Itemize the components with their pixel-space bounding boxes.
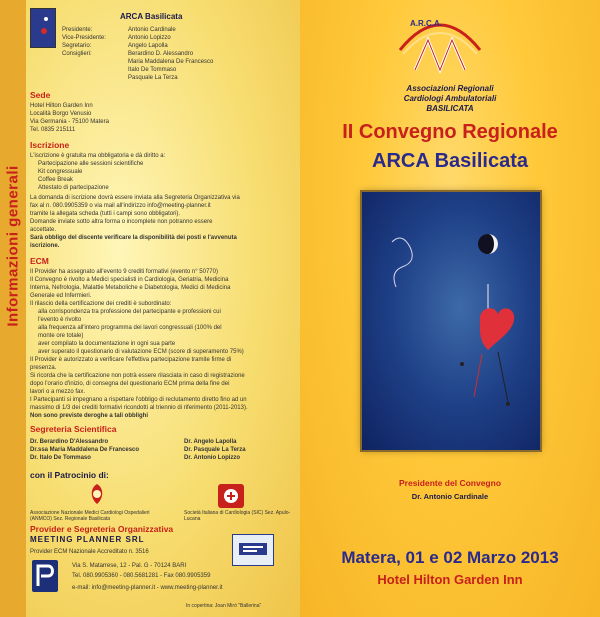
committee-name-2: Angelo Lapolla [128, 43, 168, 49]
event-title: II Convegno Regionale [342, 121, 558, 143]
iscrizione-text-2: tramite la allegata scheda (tutti i campi sono obbligatori). [30, 211, 181, 217]
provider-heading: Provider e Segreteria Organizzativa [30, 524, 174, 534]
segreteria-heading: Segreteria Scientifica [30, 424, 117, 434]
president-label: Presidente del Convegno [398, 478, 502, 488]
sede-line-3: Tel. 0835 215111 [30, 127, 76, 133]
sic-logo-icon [218, 484, 244, 508]
sede-line-2: Via Germania - 75100 Matera [30, 119, 109, 125]
iscrizione-bullet-0: Partecipazione alle sessioni scientifiche [38, 161, 144, 167]
president-name: Dr. Antonio Cardinale [411, 492, 489, 501]
sede-line-1: Località Borgo Venusio [30, 111, 92, 117]
ecm-text-3: Generale ed Infermieri. [30, 293, 92, 299]
committee-role-2: Segretario: [62, 43, 92, 49]
side-title: Informazioni generali [4, 165, 22, 327]
committee-title: ARCA Basilicata [120, 12, 183, 21]
iscrizione-text-0: La domanda di iscrizione dovrà essere inviata alla Segreteria Organizzativa via [30, 195, 240, 201]
iscrizione-heading: Iscrizione [30, 140, 70, 150]
meeting-planner-logo-icon [32, 560, 58, 592]
committee-name-4: Maria Maddalena De Francesco [128, 59, 214, 65]
assoc-line-1: Associazioni Regionali [406, 84, 494, 93]
iscrizione-bullet-3: Attestato di partecipazione [38, 185, 109, 191]
segreteria-right-0: Dr. Angelo Lapolla [184, 439, 237, 445]
segreteria-right-2: Dr. Antonio Lopizzo [184, 455, 241, 461]
provider-email: e-mail: info@meeting-planner.it - www.meeting-planner.it [72, 585, 223, 591]
ecm-text-0: Il Provider ha assegnato all'evento 9 crediti formativi (evento n° 50770) [30, 269, 218, 275]
iscrizione-intro: L'iscrizione è gratuita ma obbligatoria e dà diritto a: [30, 153, 166, 159]
ecm-text2-2: Si ricorda che la certificazione non potrà essere rilasciata in caso di registrazione [30, 373, 245, 379]
ecm-bullet-2: alla frequenza all'intero programma dei lavori congressuali (100% del [38, 325, 222, 331]
sede-line-0: Hotel Hilton Garden Inn [30, 103, 93, 109]
provider-name: MEETING PLANNER SRL [30, 535, 145, 544]
committee-name-1: Antonio Lopizzo [128, 35, 171, 41]
ecm-text2-7: Non sono previste deroghe a tali obblighi [30, 413, 149, 419]
event-date: Matera, 01 e 02 Marzo 2013 [341, 548, 559, 567]
committee-name-5: Italo De Tommaso [128, 67, 177, 73]
iscrizione-text-3: Domande inviate sotto altra forma o incomplete non potranno essere [30, 219, 213, 225]
ecm-bullet-1: l'evento è rivolto [38, 317, 82, 323]
provider-address: Via S. Matarrese, 12 - Pal. G - 70124 BARI [72, 563, 187, 569]
ecm-bullet-4: aver compilato la documentazione in ogni sua parte [38, 341, 176, 347]
ecm-text2-1: presenza. [30, 365, 57, 371]
segreteria-left-0: Dr. Berardino D'Alessandro [30, 439, 109, 445]
ecm-heading: ECM [30, 256, 49, 266]
segreteria-right-1: Dr. Pasquale La Terza [184, 447, 246, 453]
committee-role-1: Vice-Presidente: [62, 35, 106, 41]
ecm-text2-6: massimo di 1/3 dei crediti formativi ricondotti al triennio di riferimento (2011-2013). [30, 405, 248, 411]
patrocinio-heading: con il Patrocinio di: [30, 470, 109, 480]
committee-name-6: Pasquale La Terza [128, 75, 178, 81]
iscrizione-bold-1: iscrizione. [30, 243, 60, 249]
iscrizione-bullet-2: Coffee Break [38, 177, 73, 183]
ecm-text2-0: Il Provider è autorizzato a verificare l'effettiva partecipazione tramite firme di [30, 357, 232, 363]
ecm-bullet-5: aver superato il questionario di valutazione ECM (score di superamento 75%) [38, 349, 244, 355]
committee-role-3: Consiglieri: [62, 51, 92, 57]
ecm-bullet-3: monte ore totale) [38, 333, 84, 339]
iscrizione-bold-0: Sarà obbligo del discente verificare la disponibilità dei posti e l'avvenuta [30, 235, 237, 241]
anmco-logo-icon [86, 482, 108, 506]
event-subtitle: ARCA Basilicata [372, 150, 528, 172]
arca-logo-text: A.R.C.A. [410, 19, 442, 28]
cover-painting [362, 192, 540, 450]
cover-credit: In copertina: Joan Miró "Ballerina" [186, 603, 262, 609]
painting-thumbnail [30, 8, 56, 48]
event-venue: Hotel Hilton Garden Inn [377, 572, 523, 587]
side-title-wrap [2, 165, 24, 327]
painting-art [362, 192, 540, 450]
committee-role-0: Presidente: [62, 27, 93, 33]
provider-tel: Tel. 080.9905360 - 080.5681281 - Fax 080.9905359 [72, 573, 211, 579]
ecm-text2-4: lavori o a mezzo fax. [30, 389, 86, 395]
ecm-text-4: Il rilascio della certificazione dei crediti è subordinato: [30, 301, 172, 307]
painting-thumbnail-art [31, 9, 55, 47]
ecm-text2-3: dopo l'orario d'inizio, di consegna del questionario ECM prima della fine dei [30, 381, 230, 387]
committee-name-0: Antonio Cardinale [128, 27, 176, 33]
segreteria-left-2: Dr. Italo De Tommaso [30, 455, 91, 461]
iscrizione-bullet-1: Kit congressuale [38, 169, 83, 175]
ecm-text-2: Interna, Nefrologia, Malattie Metaboliche e Diabetologia, Medici di Medicina [30, 285, 231, 291]
ecm-bullet-0: alla corrispondenza tra professione del partecipante e professioni cui [38, 309, 221, 315]
patrocinio-right-caption: Società Italiana di Cardiologia (SIC) Sez. Apulo-Lucana [184, 510, 291, 522]
iscrizione-text-1: fax al n. 080.9905359 o via mail all'indirizzo info@meeting-planner.it [30, 203, 211, 209]
assoc-line-2: Cardiologi Ambulatoriali [403, 94, 497, 103]
sede-heading: Sede [30, 90, 51, 100]
segreteria-left-1: Dr.ssa Maria Maddalena De Francesco [30, 447, 140, 453]
provider-line2: Provider ECM Nazionale Accreditato n. 3516 [30, 549, 149, 555]
assoc-line-3: BASILICATA [426, 104, 474, 113]
iscrizione-text-4: accettate. [30, 227, 57, 233]
ecm-text-1: Il Convegno è rivolto a Medici specialisti in Cardiologia, Geriatria, Medicina [30, 277, 229, 283]
ecm-text2-5: I Partecipanti si impegnano a rispettare l'obbligo di reclutamento diretto fino ad un [30, 397, 247, 403]
patrocinio-left-caption: Associazione Nazionale Medici Cardiologi Ospedalieri (ANMCO) Sez. Regionale Basilicata [30, 510, 150, 522]
certification-badge-icon [232, 534, 274, 566]
committee-name-3: Berardino D. Alessandro [128, 51, 194, 57]
